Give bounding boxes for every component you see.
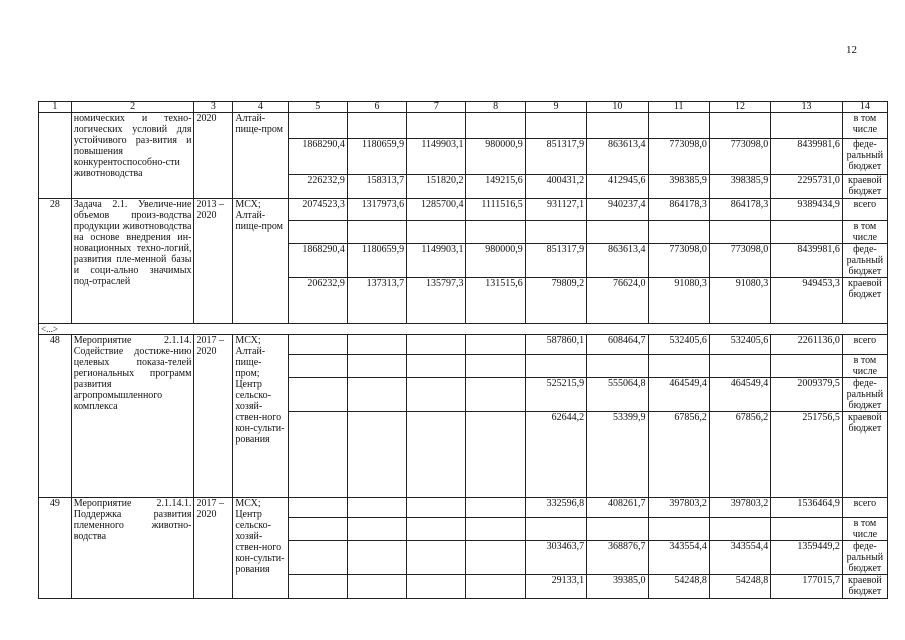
funding-source-cell: краевой бюджет [842,278,887,324]
amount-cell: 1111516,5 [466,199,525,221]
amount-cell [525,113,586,139]
amount-cell: 2009379,5 [771,378,843,412]
header-cell: 7 [407,102,466,113]
header-row [39,102,888,113]
amount-cell: 464549,4 [648,378,709,412]
amount-cell [525,355,586,378]
table-body [39,102,888,599]
header-cell: 5 [288,102,347,113]
amount-cell [288,412,347,498]
amount-cell: 525215,9 [525,378,586,412]
measure-name-cell: Мероприятие 2.1.14. Содействие достиже-нию целевых показа-телей региональных программ развития агропромышленного комплекса [71,335,194,498]
header-cell: 11 [648,102,709,113]
amount-cell [347,355,406,378]
amount-cell: 39385,0 [587,575,648,599]
amount-cell [466,518,525,541]
amount-cell [288,335,347,355]
amount-cell: 532405,6 [648,335,709,355]
amount-cell [407,335,466,355]
amount-cell: 8439981,6 [771,139,843,175]
amount-cell: 532405,6 [709,335,770,355]
measure-name-cell: Задача 2.1. Увеличе-ние объемов произ-водства продукции животноводства на основе внедрения ин-новационных техно-логий, развития пле-менной базы и соци-ально значимых под-отраслей [71,199,194,324]
amount-cell [288,575,347,599]
amount-cell [466,113,525,139]
amount-cell: 587860,1 [525,335,586,355]
amount-cell: 397803,2 [648,498,709,518]
amount-cell [407,575,466,599]
amount-cell [466,541,525,575]
amount-cell [466,378,525,412]
amount-cell [288,221,347,244]
amount-cell [288,113,347,139]
executor-cell: Алтай-пище-пром [233,113,288,199]
amount-cell [288,518,347,541]
amount-cell: 137313,7 [347,278,406,324]
amount-cell [347,221,406,244]
amount-cell: 158313,7 [347,175,406,199]
amount-cell [771,113,843,139]
amount-cell [407,221,466,244]
amount-cell [466,335,525,355]
amount-cell: 1180659,9 [347,139,406,175]
amount-cell [407,541,466,575]
amount-cell [648,113,709,139]
amount-cell: 863613,4 [587,244,648,278]
amount-cell [347,541,406,575]
amount-cell: 131515,6 [466,278,525,324]
funding-source-cell: феде-ральный бюджет [842,378,887,412]
amount-cell [288,541,347,575]
amount-cell: 864178,3 [709,199,770,221]
amount-cell [466,221,525,244]
amount-cell: 343554,4 [709,541,770,575]
amount-cell [709,355,770,378]
row-number-cell: 48 [39,335,72,498]
header-cell: 4 [233,102,288,113]
amount-cell [347,518,406,541]
amount-cell [466,355,525,378]
amount-cell [709,518,770,541]
amount-cell: 773098,0 [648,139,709,175]
header-cell: 12 [709,102,770,113]
years-cell: 2013 – 2020 [194,199,233,324]
header-cell: 14 [842,102,887,113]
funding-source-cell: феде-ральный бюджет [842,541,887,575]
amount-cell: 368876,7 [587,541,648,575]
amount-cell [648,355,709,378]
row-number-cell [39,113,72,199]
amount-cell [466,498,525,518]
amount-cell: 1285700,4 [407,199,466,221]
amount-cell [407,498,466,518]
amount-cell: 303463,7 [525,541,586,575]
amount-cell: 91080,3 [648,278,709,324]
amount-cell [407,378,466,412]
amount-cell [288,378,347,412]
header-cell: 10 [587,102,648,113]
amount-cell [347,412,406,498]
measure-name-cell: Мероприятие 2.1.14.1. Поддержка развития племенного животно-водства [71,498,194,599]
amount-cell [648,221,709,244]
header-cell: 8 [466,102,525,113]
amount-cell: 343554,4 [648,541,709,575]
amount-cell: 67856,2 [709,412,770,498]
measure-name-cell: номических и техно-логических условий для устойчивого раз-вития и повышения конкурентоспособно-сти животноводства [71,113,194,199]
header-cell: 13 [771,102,843,113]
amount-cell [347,113,406,139]
elision-marker: <...> [39,324,888,335]
elision-row [39,324,888,335]
header-cell: 2 [71,102,194,113]
amount-cell [407,518,466,541]
page-number: 12 [846,44,857,56]
amount-cell [525,518,586,541]
years-cell: 2017 – 2020 [194,498,233,599]
amount-cell [288,355,347,378]
amount-cell: 54248,8 [709,575,770,599]
amount-cell [709,113,770,139]
amount-cell: 1868290,4 [288,244,347,278]
funding-source-cell: в том числе [842,355,887,378]
amount-cell: 980000,9 [466,244,525,278]
amount-cell: 67856,2 [648,412,709,498]
header-cell: 9 [525,102,586,113]
funding-source-cell: в том числе [842,221,887,244]
amount-cell [288,498,347,518]
amount-cell: 412945,6 [587,175,648,199]
amount-cell: 1359449,2 [771,541,843,575]
amount-cell: 1149903,1 [407,244,466,278]
header-cell: 1 [39,102,72,113]
amount-cell: 2261136,0 [771,335,843,355]
amount-cell: 1149903,1 [407,139,466,175]
funding-source-cell: краевой бюджет [842,575,887,599]
amount-cell [466,575,525,599]
amount-cell: 863613,4 [587,139,648,175]
amount-cell [587,221,648,244]
years-cell: 2020 [194,113,233,199]
amount-cell [587,355,648,378]
amount-cell [347,378,406,412]
amount-cell: 773098,0 [709,139,770,175]
amount-cell: 135797,3 [407,278,466,324]
funding-source-cell: краевой бюджет [842,175,887,199]
table-row [39,113,888,139]
amount-cell: 91080,3 [709,278,770,324]
header-cell: 3 [194,102,233,113]
executor-cell: МСХ; Алтай-пище-пром [233,199,288,324]
years-cell: 2017 – 2020 [194,335,233,498]
funding-source-cell: феде-ральный бюджет [842,139,887,175]
amount-cell: 76624,0 [587,278,648,324]
amount-cell [525,221,586,244]
amount-cell [771,518,843,541]
amount-cell: 464549,4 [709,378,770,412]
amount-cell: 408261,7 [587,498,648,518]
amount-cell: 1317973,6 [347,199,406,221]
amount-cell: 851317,9 [525,244,586,278]
amount-cell: 54248,8 [648,575,709,599]
amount-cell [407,355,466,378]
amount-cell: 940237,4 [587,199,648,221]
amount-cell: 79809,2 [525,278,586,324]
row-number-cell: 28 [39,199,72,324]
funding-source-cell: всего [842,335,887,355]
amount-cell: 332596,8 [525,498,586,518]
amount-cell [587,518,648,541]
amount-cell: 206232,9 [288,278,347,324]
amount-cell [771,355,843,378]
amount-cell: 949453,3 [771,278,843,324]
amount-cell: 62644,2 [525,412,586,498]
funding-source-cell: в том числе [842,113,887,139]
amount-cell [587,113,648,139]
amount-cell: 980000,9 [466,139,525,175]
amount-cell: 29133,1 [525,575,586,599]
amount-cell: 151820,2 [407,175,466,199]
amount-cell: 9389434,9 [771,199,843,221]
funding-source-cell: в том числе [842,518,887,541]
amount-cell [347,575,406,599]
amount-cell [407,113,466,139]
executor-cell: МСХ; Центр сельско-хозяй-ствен-ного кон-сульти-рования [233,498,288,599]
funding-source-cell: краевой бюджет [842,412,887,498]
amount-cell: 2074523,3 [288,199,347,221]
table-row [39,498,888,518]
amount-cell: 851317,9 [525,139,586,175]
amount-cell: 251756,5 [771,412,843,498]
amount-cell [709,221,770,244]
header-cell: 6 [347,102,406,113]
funding-source-cell: всего [842,199,887,221]
amount-cell: 8439981,6 [771,244,843,278]
amount-cell: 864178,3 [648,199,709,221]
amount-cell: 400431,2 [525,175,586,199]
amount-cell: 773098,0 [709,244,770,278]
amount-cell: 1180659,9 [347,244,406,278]
table-row [39,199,888,221]
amount-cell: 398385,9 [709,175,770,199]
amount-cell: 931127,1 [525,199,586,221]
amount-cell: 226232,9 [288,175,347,199]
amount-cell: 608464,7 [587,335,648,355]
amount-cell: 149215,6 [466,175,525,199]
executor-cell: МСХ; Алтай-пище-пром; Центр сельско-хозяй-ствен-ного кон-сульти-рования [233,335,288,498]
budget-table [38,101,888,599]
funding-source-cell: всего [842,498,887,518]
funding-source-cell: феде-ральный бюджет [842,244,887,278]
amount-cell: 773098,0 [648,244,709,278]
amount-cell [648,518,709,541]
amount-cell: 397803,2 [709,498,770,518]
amount-cell [771,221,843,244]
amount-cell [466,412,525,498]
amount-cell [347,498,406,518]
table-row [39,335,888,355]
amount-cell: 53399,9 [587,412,648,498]
amount-cell [407,412,466,498]
amount-cell: 177015,7 [771,575,843,599]
row-number-cell: 49 [39,498,72,599]
amount-cell [347,335,406,355]
amount-cell: 555064,8 [587,378,648,412]
amount-cell: 2295731,0 [771,175,843,199]
amount-cell: 1868290,4 [288,139,347,175]
amount-cell: 1536464,9 [771,498,843,518]
amount-cell: 398385,9 [648,175,709,199]
